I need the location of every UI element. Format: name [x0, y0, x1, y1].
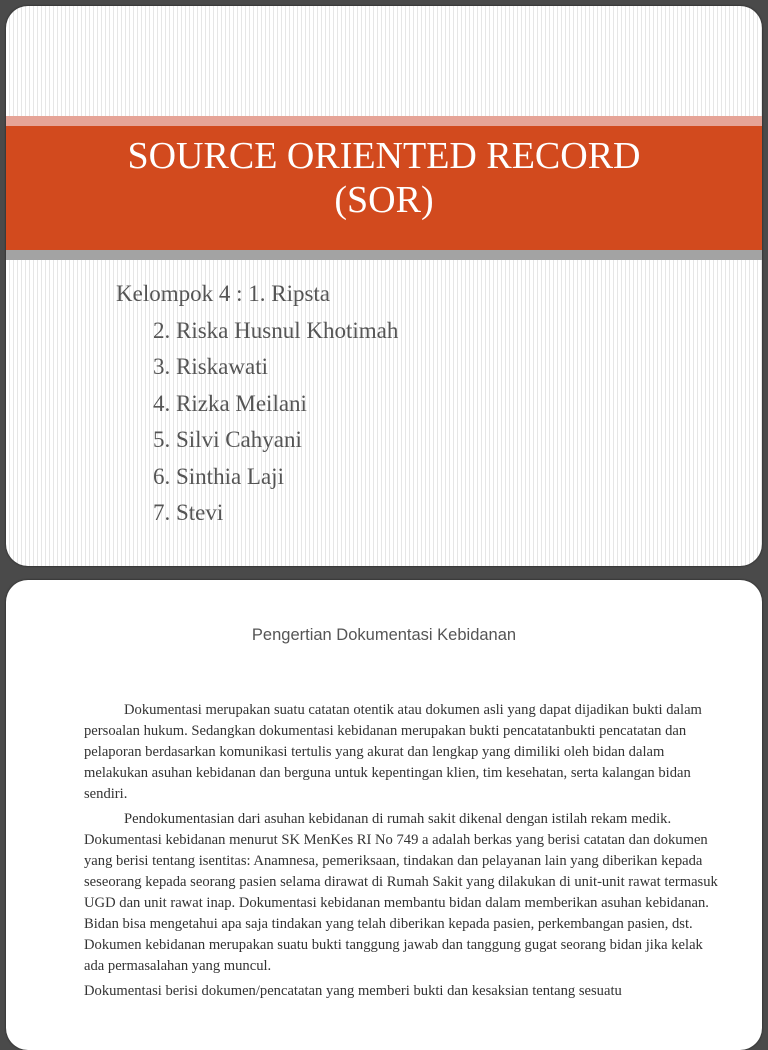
member-item: 5. Silvi Cahyani [153, 427, 302, 452]
member-item: 6. Sinthia Laji [153, 463, 284, 489]
member-list-heading: Kelompok 4 : 1. Ripsta [116, 281, 331, 306]
slide-title-text [6, 134, 762, 222]
member-item: 7. Stevi [153, 500, 224, 525]
paragraph: Dokumentasi merupakan suatu catatan otentik atau dokumen asli yang dapat dijadikan bukti dalam persoalan hukum. Sedangkan dokumentasi kebidanan merupakan bukti pencatatanbukti pencatatan dan pelaporan berdasarkan komunikasi tertulis yang akurat dan lengkap yang dimiliki oleh bidan dalam melakukan asuhan kebidanan dan berguna untuk kepentingan klien, tim kesehatan, serta kalangan bidan sendiri. [84, 702, 702, 802]
member-item: 4. Rizka Meilani [153, 390, 307, 416]
member-list [116, 276, 398, 532]
paragraph: Dokumentasi berisi dokumen/pencatatan yang memberi bukti dan kesaksian tentang sesuatu [84, 983, 622, 999]
member-item: 2. Riska Husnul Khotimah [153, 317, 399, 343]
document-body [84, 700, 724, 1006]
paragraph: Pendokumentasian dari asuhan kebidanan di rumah sakit dikenal dengan istilah rekam medik. Dokumentasi kebidanan menurut SK MenKes RI No 749 a adalah berkas yang berisi catatan dan dokumen yang berisi tentang isentitas: Anamnesa, pemeriksaan, tindakan dan pelayanan lain yang diberikan kepada seseorang kepada seorang pasien selama dirawat di Rumah Sakit yang dilakukan di unit-unit rawat termasuk UGD dan unit rawat inap. Dokumentasi kebidanan membantu bidan dalam memberikan asuhan kebidanan. Bidan bisa mengetahui apa saja tindakan yang telah diberikan kepada pasien, perkembangan pasien, dst. Dokumen kebidanan merupakan suatu bukti tanggung jawab dan tanggung gugat seorang bidan jika kelak ada permasalahan yang muncul. [84, 811, 718, 974]
title-band-bottom-stripe [6, 250, 762, 260]
title-line-2: (SOR) [334, 179, 434, 221]
title-band-top-stripe [6, 116, 762, 126]
member-item: 3. Riskawati [153, 354, 268, 379]
slide-definition [6, 580, 762, 1050]
section-title: Pengertian Dokumentasi Kebidanan [251, 626, 517, 644]
slide-title [6, 6, 762, 566]
title-line-1: SOURCE ORIENTED RECORD [127, 135, 641, 177]
